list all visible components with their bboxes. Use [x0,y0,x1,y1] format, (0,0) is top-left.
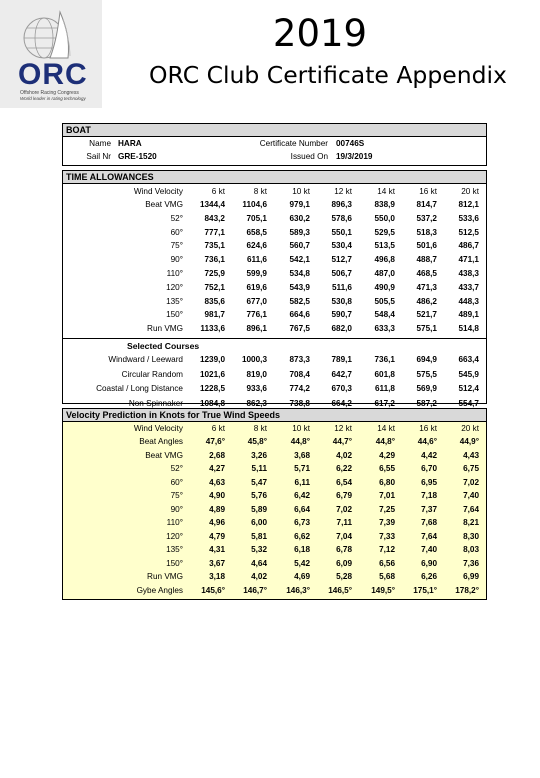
table-cell: 5,42 [294,558,310,568]
table-cell: 486,2 [416,296,437,306]
table-row [63,584,486,598]
table-cell: 488,7 [416,255,437,265]
table-row [63,281,486,295]
table-cell: 736,1 [204,255,225,265]
table-cell: 6,64 [294,504,310,514]
time-allowance-rows [63,198,486,336]
table-cell: 8,03 [463,545,479,554]
table-cell: 6,54 [336,477,352,487]
row-label: Gybe Angles [136,585,183,595]
table-cell: 575,5 [416,369,437,379]
table-cell: 3,18 [209,572,225,581]
table-cell: 4,63 [209,477,225,487]
name-label: Name [89,139,111,148]
table-cell: 5,11 [251,464,267,473]
table-cell: 6,73 [294,518,310,527]
sail-number-label: Sail Nr [86,152,111,161]
table-row [63,308,486,322]
row-label: 52° [170,464,183,473]
header-cell: 16 kt [419,187,437,196]
table-cell: 694,9 [416,354,437,364]
table-cell: 6,70 [421,464,437,473]
header-cell: 10 kt [292,424,310,433]
table-cell: 4,02 [336,450,352,460]
table-cell: 1133,6 [200,324,225,334]
table-cell: 7,25 [379,504,395,514]
table-row [63,267,486,281]
table-cell: 587,2 [416,398,437,408]
table-cell: 1104,6 [242,200,267,209]
table-cell: 677,0 [246,296,267,306]
table-cell: 862,3 [246,398,267,408]
table-cell: 624,6 [246,241,267,251]
table-cell: 548,4 [374,310,395,320]
page-header [0,0,540,108]
table-cell: 4,02 [251,572,267,581]
table-cell: 7,11 [336,518,352,527]
table-cell: 682,0 [331,324,352,334]
table-cell: 521,7 [416,310,437,320]
table-cell: 4,29 [379,450,395,460]
row-label: Run VMG [147,572,183,581]
table-cell: 5,28 [336,572,352,581]
table-cell: 814,7 [416,200,437,209]
table-cell: 7,68 [421,518,437,527]
table-cell: 735,1 [204,241,225,251]
table-cell: 6,26 [421,572,437,581]
table-cell: 896,1 [246,324,267,334]
table-cell: 4,89 [209,504,225,514]
table-cell: 1084,8 [199,398,225,408]
table-cell: 505,5 [374,296,395,306]
table-cell: 471,1 [458,255,479,265]
row-label: 60° [170,227,183,237]
table-row [63,516,486,530]
table-cell: 6,80 [379,477,395,487]
table-cell: 506,7 [331,268,352,278]
table-cell: 5,76 [251,491,267,500]
table-cell: 708,4 [289,369,310,379]
table-row [63,570,486,584]
table-cell: 7,18 [421,491,437,500]
row-label: 120° [166,282,183,292]
table-cell: 537,2 [416,213,437,223]
table-cell: 518,3 [416,227,437,237]
table-cell: 146,7° [243,585,267,595]
table-cell: 530,4 [331,241,352,251]
table-row [63,212,486,226]
table-cell: 487,0 [374,268,395,278]
table-cell: 752,1 [204,282,225,292]
table-cell: 601,8 [374,369,395,379]
table-cell: 611,6 [246,255,267,265]
table-cell: 7,64 [421,531,437,541]
table-row [63,543,486,557]
table-cell: 146,5° [328,585,352,595]
table-cell: 514,8 [458,324,479,334]
table-cell: 838,9 [374,200,395,209]
table-cell: 873,3 [289,354,310,364]
table-cell: 617,2 [374,398,395,408]
table-cell: 146,3° [286,585,310,595]
table-cell: 736,1 [374,354,395,364]
table-cell: 7,02 [336,504,352,514]
table-cell: 5,89 [251,504,267,514]
table-cell: 5,32 [251,545,267,554]
table-cell: 6,11 [294,477,310,487]
table-cell: 6,00 [251,518,267,527]
table-cell: 896,3 [331,200,352,209]
selected-courses-rows [63,353,486,411]
table-cell: 7,39 [379,518,395,527]
header-cell: 12 kt [334,187,352,196]
table-cell: 7,64 [463,504,479,514]
table-cell: 6,09 [336,558,352,568]
table-cell: 44,8° [375,437,395,446]
table-cell: 6,75 [463,464,479,473]
table-cell: 438,3 [458,268,479,278]
table-cell: 3,67 [209,558,225,568]
table-row [63,476,486,490]
table-cell: 468,5 [416,268,437,278]
row-label: 135° [166,296,183,306]
logo-tagline: World leader in rating technology [20,96,86,101]
table-cell: 633,3 [374,324,395,334]
table-row [63,253,486,267]
table-cell: 619,6 [246,282,267,292]
table-cell: 582,5 [289,296,310,306]
table-cell: 777,1 [204,227,225,237]
table-cell: 7,04 [336,531,352,541]
table-row [63,557,486,571]
header-cell: 8 kt [253,424,267,433]
table-cell: 534,8 [289,268,310,278]
table-row [63,353,486,368]
header-cell: 16 kt [419,424,437,433]
table-row [63,503,486,517]
table-cell: 4,69 [294,572,310,581]
table-cell: 2,68 [209,450,225,460]
table-cell: 4,31 [209,545,225,554]
table-cell: 6,18 [294,545,310,554]
row-label: Beat VMG [145,450,183,460]
wind-velocity-label: Wind Velocity [133,187,183,196]
table-cell: 1239,0 [199,354,225,364]
time-allowances-title: TIME ALLOWANCES [63,171,486,184]
table-cell: 178,2° [455,585,479,595]
header-cell: 10 kt [292,187,310,196]
table-cell: 4,43 [463,450,479,460]
table-cell: 670,3 [331,384,352,394]
table-cell: 6,42 [294,491,310,500]
row-label: 135° [166,545,183,554]
table-cell: 5,71 [294,464,310,473]
header-cell: 14 kt [377,187,395,196]
table-row [63,226,486,240]
row-label: 150° [166,558,183,568]
table-cell: 512,5 [458,227,479,237]
table-cell: 981,7 [204,310,225,320]
table-cell: 47,6° [205,437,225,446]
row-label: 110° [166,268,183,278]
table-cell: 933,6 [246,384,267,394]
table-cell: 1344,4 [199,200,225,209]
table-cell: 554,7 [458,398,479,408]
table-cell: 812,1 [458,200,479,209]
velocity-prediction-title: Velocity Prediction in Knots for True Wind Speeds [63,409,486,422]
row-label: Windward / Leeward [108,354,183,364]
table-row [63,462,486,476]
table-cell: 774,2 [289,384,310,394]
table-cell: 6,56 [379,558,395,568]
table-cell: 1228,5 [199,384,225,394]
table-cell: 6,55 [379,464,395,473]
time-header-row [63,185,486,198]
table-cell: 4,90 [209,491,225,500]
table-cell: 664,6 [289,310,310,320]
table-cell: 6,79 [336,491,352,500]
certificate-number-label: Certificate Number [259,139,328,148]
table-cell: 7,37 [421,504,437,514]
table-cell: 1000,3 [241,354,267,364]
table-cell: 4,79 [209,531,225,541]
table-cell: 6,95 [421,477,437,487]
issued-on-label: Issued On [290,152,328,161]
boat-row-sail [63,150,486,163]
table-cell: 44,6° [417,437,437,446]
boat-section-title: BOAT [63,124,486,137]
table-cell: 738,8 [289,398,310,408]
row-label: Circular Random [121,369,183,379]
row-label: 150° [166,310,183,320]
row-label: 75° [170,491,183,500]
table-cell: 590,7 [331,310,352,320]
table-row [63,530,486,544]
selected-courses-label: Selected Courses [127,340,200,351]
table-cell: 6,90 [421,558,437,568]
table-cell: 486,7 [458,241,479,251]
table-row [63,198,486,212]
table-cell: 496,8 [374,255,395,265]
table-cell: 511,6 [331,282,352,292]
table-cell: 8,21 [463,518,479,527]
table-row [63,322,486,336]
boat-row-name [63,137,486,150]
table-row [63,295,486,309]
table-cell: 501,6 [416,241,437,251]
table-cell: 7,40 [421,545,437,554]
certificate-number-value: 00746S [336,139,365,148]
table-row [63,239,486,253]
table-cell: 7,33 [379,531,395,541]
table-cell: 6,22 [336,464,352,473]
table-cell: 5,68 [379,572,395,581]
table-row [63,449,486,463]
sail-number-value: GRE-1520 [118,152,157,161]
table-cell: 767,5 [289,324,310,334]
table-cell: 7,01 [379,491,395,500]
row-label: 120° [166,531,183,541]
table-cell: 4,64 [251,558,267,568]
table-cell: 776,1 [246,310,267,320]
table-cell: 589,3 [289,227,310,237]
logo-subtitle: Offshore Racing Congress [20,90,79,96]
table-cell: 4,42 [421,450,437,460]
selected-courses-title [63,339,486,353]
table-cell: 575,1 [416,324,437,334]
table-cell: 569,9 [416,384,437,394]
page-title: ORC Club Certificate Appendix [149,61,507,89]
table-cell: 578,6 [331,213,352,223]
vpp-header-row [63,423,486,435]
table-cell: 642,7 [331,369,352,379]
table-cell: 7,40 [463,491,479,500]
name-value: HARA [118,139,142,148]
table-cell: 7,02 [463,477,479,487]
table-cell: 512,7 [331,255,352,265]
table-cell: 658,5 [246,227,267,237]
table-cell: 45,8° [247,437,267,446]
table-row [63,368,486,383]
header-cell: 6 kt [211,424,225,433]
row-label: 110° [166,518,183,527]
table-cell: 843,2 [204,213,225,223]
row-label: 90° [170,255,183,265]
table-cell: 44,9° [459,437,479,446]
table-cell: 3,68 [294,450,310,460]
row-label: Non Spinnaker [128,398,183,408]
header-cell: 8 kt [253,187,267,196]
table-cell: 489,1 [458,310,479,320]
table-cell: 979,1 [289,200,310,209]
table-cell: 175,1° [413,585,437,595]
issued-on-value: 19/3/2019 [336,152,373,161]
table-cell: 448,3 [458,296,479,306]
certificate-year: 2019 [272,12,368,55]
velocity-prediction-section [62,408,487,600]
velocity-prediction-rows [63,435,486,597]
row-label: Beat Angles [139,437,183,446]
wind-velocity-label: Wind Velocity [133,424,183,433]
table-cell: 490,9 [374,282,395,292]
table-cell: 543,9 [289,282,310,292]
row-label: Coastal / Long Distance [96,384,183,394]
table-cell: 7,36 [463,558,479,568]
table-cell: 663,4 [458,354,479,364]
table-cell: 8,30 [463,531,479,541]
row-label: 90° [170,504,183,514]
table-cell: 705,1 [246,213,267,223]
time-allowances-section [62,170,487,408]
table-cell: 530,8 [331,296,352,306]
table-row [63,382,486,397]
table-cell: 6,78 [336,545,352,554]
table-cell: 542,1 [289,255,310,265]
table-cell: 630,2 [289,213,310,223]
header-cell: 6 kt [211,187,225,196]
row-label: 60° [170,477,183,487]
table-cell: 4,96 [209,518,225,527]
table-cell: 789,1 [331,354,352,364]
table-row [63,489,486,503]
table-cell: 550,1 [331,227,352,237]
table-cell: 44,7° [332,437,352,446]
table-cell: 6,62 [294,531,310,541]
boat-section [62,123,487,166]
header-cell: 14 kt [377,424,395,433]
table-cell: 529,5 [374,227,395,237]
table-cell: 149,5° [371,585,395,595]
table-cell: 533,6 [458,213,479,223]
table-cell: 550,0 [374,213,395,223]
row-label: 75° [170,241,183,251]
table-cell: 471,3 [416,282,437,292]
row-label: Beat VMG [145,200,183,209]
table-cell: 611,8 [374,384,395,394]
table-cell: 513,5 [374,241,395,251]
table-cell: 4,27 [209,464,225,473]
table-cell: 819,0 [246,369,267,379]
logo-wordmark: ORC [18,58,88,91]
header-cell: 12 kt [334,424,352,433]
table-cell: 512,4 [458,384,479,394]
header-cell: 20 kt [461,187,479,196]
table-cell: 5,47 [251,477,267,487]
table-cell: 433,7 [458,282,479,292]
header-cell: 20 kt [461,424,479,433]
table-cell: 7,12 [379,545,395,554]
table-cell: 5,81 [251,531,267,541]
table-cell: 835,6 [204,296,225,306]
row-label: Run VMG [147,324,183,334]
table-row [63,435,486,449]
table-cell: 545,9 [458,369,479,379]
table-cell: 1021,6 [199,369,225,379]
table-cell: 3,26 [251,450,267,460]
table-cell: 44,8° [290,437,310,446]
table-cell: 725,9 [204,268,225,278]
table-cell: 6,99 [463,572,479,581]
table-cell: 599,9 [246,268,267,278]
table-cell: 664,2 [331,398,352,408]
row-label: 52° [170,213,183,223]
table-cell: 560,7 [289,241,310,251]
table-cell: 145,6° [201,585,225,595]
